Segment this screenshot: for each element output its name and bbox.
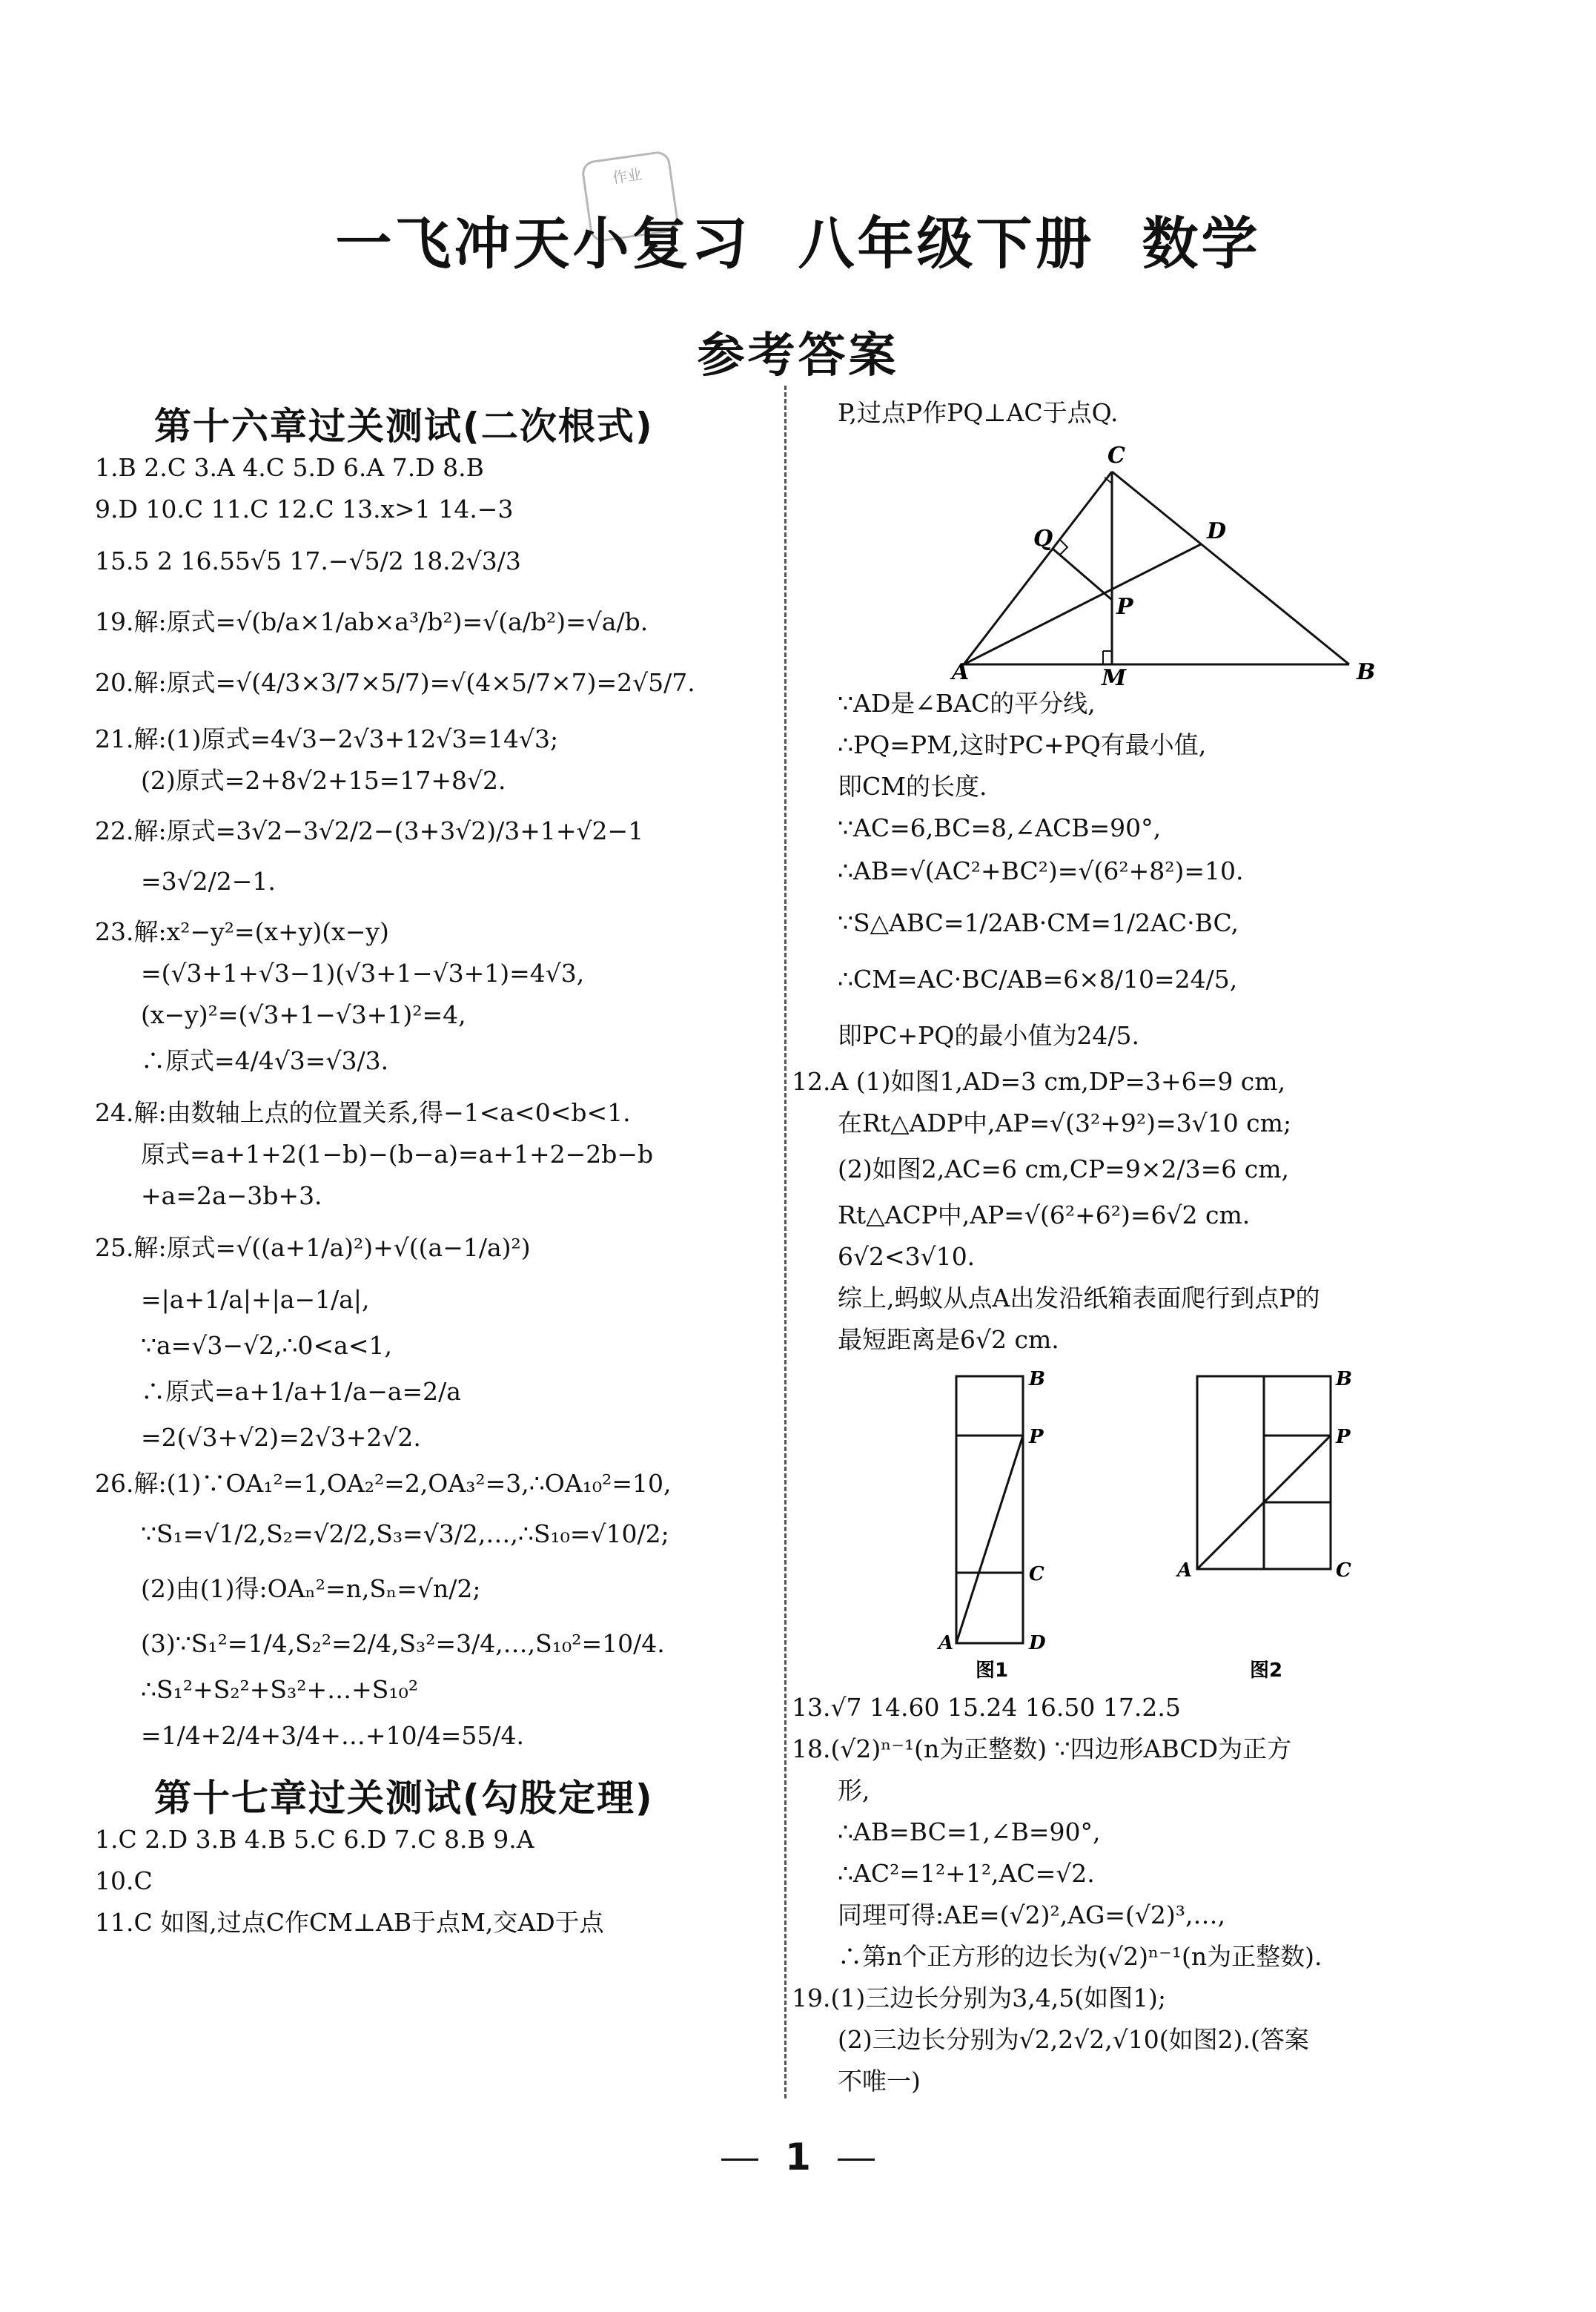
ch16-answer-25-3: ∵a=√3−√2,∴0<a<1, bbox=[141, 1331, 392, 1360]
ch17-answer-11-7: ∴AB=√(AC²+BC²)=√(6²+8²)=10. bbox=[838, 856, 1244, 885]
ch16-answer-26-6: =1/4+2/4+3/4+…+10/4=55/4. bbox=[141, 1721, 524, 1750]
ch16-answer-26-5: ∴S₁²+S₂²+S₃²+…+S₁₀² bbox=[141, 1675, 419, 1704]
ch17-answer-18-5: 同理可得:AE=(√2)²,AG=(√2)³,…, bbox=[838, 1900, 1226, 1929]
chapter16-heading: 第十六章过关测试(二次根式) bbox=[154, 405, 654, 448]
ch17-answer-11-5: 即CM的长度. bbox=[838, 772, 987, 801]
ch16-answer-26-2: ∵S₁=√1/2,S₂=√2/2,S₃=√3/2,…,∴S₁₀=√10/2; bbox=[141, 1519, 669, 1548]
fig2-caption: 图2 bbox=[1250, 1659, 1283, 1682]
ch17-answer-13: 13.√7 14.60 15.24 16.50 17.2.5 bbox=[792, 1693, 1181, 1722]
ch17-answer-19-3: 不唯一) bbox=[838, 2067, 921, 2095]
ch17-answer-11-10: 即PC+PQ的最小值为24/5. bbox=[838, 1021, 1139, 1050]
box-unfold-figures bbox=[912, 1369, 1549, 1680]
ch16-answer-26-1: 26.解:(1)∵OA₁²=1,OA₂²=2,OA₃²=3,∴OA₁₀²=10, bbox=[95, 1469, 672, 1498]
label-B: B bbox=[1357, 659, 1376, 685]
ch16-answer-23-1: 23.解:x²−y²=(x+y)(x−y) bbox=[95, 917, 389, 946]
fig1-label-P: P bbox=[1029, 1426, 1044, 1448]
ch17-answer-12-3: (2)如图2,AC=6 cm,CP=9×2/3=6 cm, bbox=[838, 1155, 1289, 1183]
ch17-answer-11-9: ∴CM=AC·BC/AB=6×8/10=24/5, bbox=[838, 965, 1238, 994]
ch17-answer-18-6: ∴第n个正方形的边长为(√2)ⁿ⁻¹(n为正整数). bbox=[838, 1942, 1322, 1971]
fig2-label-C: C bbox=[1336, 1559, 1351, 1582]
left-column bbox=[95, 400, 769, 1952]
ch16-answer-20: 20.解:原式=√(4/3×3/7×5/7)=√(4×5/7×7)=2√5/7. bbox=[95, 668, 695, 697]
ch16-answer-15: 15.5 2 16.55√5 17.−√5/2 18.2√3/3 bbox=[95, 546, 521, 575]
ch17-answer-12-2: 在Rt△ADP中,AP=√(3²+9²)=3√10 cm; bbox=[838, 1109, 1292, 1137]
label-P: P bbox=[1116, 594, 1133, 620]
ch17-answer-11-4: ∴PQ=PM,这时PC+PQ有最小值, bbox=[838, 730, 1207, 759]
ch17-answer-11-8: ∵S△ABC=1/2AB·CM=1/2AC·BC, bbox=[838, 908, 1239, 937]
ch16-answer-25-4: ∴原式=a+1/a+1/a−a=2/a bbox=[141, 1377, 461, 1406]
ch17-answer-19-1: 19.(1)三边长分别为3,4,5(如图1); bbox=[792, 1984, 1167, 2012]
ch16-answer-23-2: =(√3+1+√3−1)(√3+1−√3+1)=4√3, bbox=[141, 959, 585, 988]
ch17-answer-12-4: Rt△ACP中,AP=√(6²+6²)=6√2 cm. bbox=[838, 1200, 1251, 1229]
label-M: M bbox=[1102, 665, 1127, 691]
title-part-2: 八年级下册 bbox=[798, 211, 1095, 277]
ch17-answer-18-4: ∴AC²=1²+1²,AC=√2. bbox=[838, 1859, 1095, 1888]
ch16-answers-line1: 1.B 2.C 3.A 4.C 5.D 6.A 7.D 8.B bbox=[95, 453, 484, 482]
fig1-label-D: D bbox=[1029, 1632, 1046, 1654]
ch16-answer-23-3: (x−y)²=(√3+1−√3+1)²=4, bbox=[141, 1000, 466, 1029]
ch16-answer-24-2: 原式=a+1+2(1−b)−(b−a)=a+1+2−2b−b bbox=[141, 1140, 654, 1169]
ch17-answer-18-3: ∴AB=BC=1,∠B=90°, bbox=[838, 1817, 1101, 1846]
column-divider bbox=[784, 386, 787, 2098]
ch16-answers-line2: 9.D 10.C 11.C 12.C 13.x>1 14.−3 bbox=[95, 495, 514, 523]
ch17-answer-11-1: 11.C 如图,过点C作CM⊥AB于点M,交AD于点 bbox=[95, 1908, 604, 1937]
label-C: C bbox=[1107, 443, 1125, 469]
label-D: D bbox=[1207, 518, 1227, 544]
ch17-answer-11-3: ∵AD是∠BAC的平分线, bbox=[838, 689, 1096, 718]
ch16-answer-21-1: 21.解:(1)原式=4√3−2√3+12√3=14√3; bbox=[95, 724, 559, 753]
ch17-answer-12-5: 6√2<3√10. bbox=[838, 1242, 976, 1271]
ch16-answer-26-3: (2)由(1)得:OAₙ²=n,Sₙ=√n/2; bbox=[141, 1574, 481, 1603]
ch16-answer-25-1: 25.解:原式=√((a+1/a)²)+√((a−1/a)²) bbox=[95, 1233, 531, 1262]
ch16-answer-24-1: 24.解:由数轴上点的位置关系,得−1<a<0<b<1. bbox=[95, 1098, 631, 1127]
ch17-answer-11-6: ∵AC=6,BC=8,∠ACB=90°, bbox=[838, 813, 1162, 842]
page-subtitle: 参考答案 bbox=[697, 328, 899, 383]
ch16-answer-22-1: 22.解:原式=3√2−3√2/2−(3+3√2)/3+1+√2−1 bbox=[95, 816, 644, 845]
page-title bbox=[0, 199, 1596, 280]
page-footer bbox=[0, 2136, 1596, 2179]
triangle-figure bbox=[952, 442, 1416, 691]
right-column bbox=[792, 398, 1505, 2110]
page-number: 1 bbox=[785, 2136, 811, 2179]
label-A: A bbox=[952, 659, 970, 685]
ch17-answer-18-1: 18.(√2)ⁿ⁻¹(n为正整数) ∵四边形ABCD为正方 bbox=[792, 1734, 1292, 1763]
ch17-answer-11-2: P,过点P作PQ⊥AC于点Q. bbox=[838, 398, 1119, 427]
footer-dash-left bbox=[721, 2159, 758, 2161]
title-part-1: 一飞冲天小复习 bbox=[335, 211, 751, 277]
ch16-answer-22-2: =3√2/2−1. bbox=[141, 867, 276, 896]
ch16-answer-24-3: +a=2a−3b+3. bbox=[141, 1181, 322, 1210]
ch17-answers-line1: 1.C 2.D 3.B 4.B 5.C 6.D 7.C 8.B 9.A bbox=[95, 1825, 534, 1854]
fig2-label-A: A bbox=[1177, 1559, 1193, 1582]
fig1-label-B: B bbox=[1029, 1368, 1045, 1390]
ch17-answer-12-1: 12.A (1)如图1,AD=3 cm,DP=3+6=9 cm, bbox=[792, 1067, 1286, 1096]
footer-dash-right bbox=[838, 2159, 875, 2161]
fig2-label-B: B bbox=[1336, 1368, 1352, 1390]
chapter17-heading: 第十七章过关测试(勾股定理) bbox=[154, 1777, 654, 1820]
ch17-answer-19-2: (2)三边长分别为√2,2√2,√10(如图2).(答案 bbox=[838, 2025, 1309, 2054]
ch16-answer-23-4: ∴原式=4/4√3=√3/3. bbox=[141, 1046, 389, 1075]
label-Q: Q bbox=[1033, 526, 1053, 552]
ch16-answer-25-5: =2(√3+√2)=2√3+2√2. bbox=[141, 1423, 421, 1452]
ch16-answer-19: 19.解:原式=√(b/a×1/ab×a³/b²)=√(a/b²)=√a/b. bbox=[95, 607, 649, 636]
fig2-label-P: P bbox=[1336, 1426, 1351, 1448]
ch17-answer-12-6: 综上,蚂蚁从点A出发沿纸箱表面爬行到点P的 bbox=[838, 1284, 1320, 1312]
fig1-label-C: C bbox=[1029, 1563, 1044, 1585]
title-part-3: 数学 bbox=[1142, 211, 1261, 277]
ch16-answer-25-2: =|a+1/a|+|a−1/a|, bbox=[141, 1285, 370, 1314]
ch17-answers-line2: 10.C bbox=[95, 1866, 153, 1895]
ch17-answer-12-7: 最短距离是6√2 cm. bbox=[838, 1325, 1059, 1354]
fig1-caption: 图1 bbox=[976, 1659, 1009, 1682]
stamp-text: 作业 bbox=[611, 165, 643, 187]
ch17-answer-18-2: 形, bbox=[838, 1776, 870, 1805]
fig1-label-A: A bbox=[938, 1632, 954, 1654]
ch16-answer-26-4: (3)∵S₁²=1/4,S₂²=2/4,S₃²=3/4,…,S₁₀²=10/4. bbox=[141, 1629, 665, 1658]
ch16-answer-21-2: (2)原式=2+8√2+15=17+8√2. bbox=[141, 766, 506, 795]
